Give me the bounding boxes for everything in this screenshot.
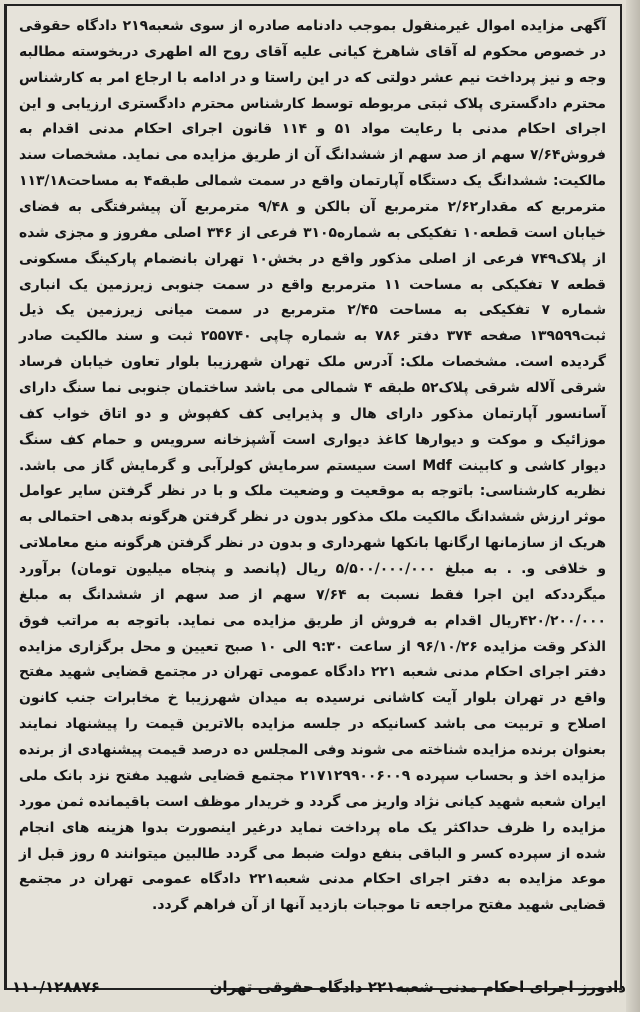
notice-footer — [12, 972, 626, 1002]
page-edge-shadow — [626, 0, 640, 1012]
notice-reference-code: ۱۱۰/۱۲۸۸۷۶ — [12, 978, 100, 996]
signature-line: دادورز اجرای احکام مدنی شعبه۲۲۱ دادگاه حقوقی تهران — [209, 978, 626, 996]
notice-body-text: آگهی مزایده اموال غیرمنقول بموجب دادنامه صادره از سوی شعبه۲۱۹ دادگاه حقوقی در خصوص محکوم له آقای شاهرخ کیانی علیه آقای روح اله اطهری دربخوسته مطالبه وجه و نیز پرداخت نیم عشر دولتی که در این راستا و در ادامه با ارجاع امر به کارشناس محترم دادگستری پلاک ثبتی مربوطه توسط کارشناس محترم دادگستری ارزیابی و این اجرای احکام مدنی با رعایت مواد ۵۱ و ۱۱۴ قانون اجرای احکام مدنی اقدام به فروش۷/۶۴ سهم از صد سهم از ششدانگ آن از طریق مزایده می نماید. مشخصات سند مالکیت: ششدانگ یک دستگاه آپارتمان واقع در سمت شمالی طبقه۴ به مساحت۱۱۳/۱۸ مترمربع که مقدار۲/۶۲ مترمربع آن بالکن و ۹/۴۸ مترمربع آن پیشرفتگی به فضای خیابان است قطعه۱۰ تفکیکی به شماره۳۱۰۵ فرعی از ۳۴۶ اصلی مفروز و مجزی شده از پلاک۷۴۹ فرعی از اصلی مذکور واقع در بخش۱۰ تهران بانضمام پارکینگ مسکونی قطعه ۷ تفکیکی به مساحت ۱۱ مترمربع واقع در سمت جنوبی زیرزمین یک انباری شماره ۷ تفکیکی به مساحت ۲/۴۵ مترمربع در سمت میانی زیرزمین یک ذیل ثبت۱۳۹۵۹۹ صفحه ۳۷۴ دفتر ۷۸۶ به شماره چاپی ۲۵۵۷۴۰ ثبت و سند مالکیت صادر گردیده است. مشخصات ملک: آدرس ملک تهران شهرزیبا بلوار تعاون خیابان فرساد شرقی آلاله شرقی پلاک۵۲ طبقه ۴ شمالی می باشد ساختمان جنوبی نما سنگ دارای آسانسور آپارتمان مذکور دارای هال و پذیرایی کف کفپوش و دو اتاق خواب کف موزائیک و موکت و دیوارها کاغذ دیواری است آشپزخانه سرویس و حمام کف سنگ دیوار کاشی و کابینت Mdf است سیستم سرمایش کولرآبی و گرمایش گاز می باشد. نظریه کارشناسی: باتوجه به موقعیت و وضعیت ملک و با در نظر گرفتن سایر عوامل موثر ارزش ششدانگ مالکیت ملک مذکور بدون در نظر گرفتن هرگونه بدهی احتمالی به هریک از سازمانها ارگانها بانکها شهرداری و بدون در نظر گرفتن هرگونه منع معاملاتی و خلافی و. . به مبلغ ۵/۵۰۰/۰۰۰/۰۰۰ ریال (پانصد و پنجاه میلیون تومان) برآورد میگرددکه این اجرا فقط نسبت به ۷/۶۴ سهم از صد سهم از ششدانگ به مبلغ ۴۲۰/۲۰۰/۰۰۰ریال اقدام به فروش از طریق مزایده می نماید. باتوجه به مراتب فوق الذکر وقت مزایده ۹۶/۱۰/۲۶ از ساعت ۹:۳۰ الی ۱۰ صبح تعیین و محل برگزاری مزایده دفتر اجرای احکام مدنی شعبه ۲۲۱ دادگاه عمومی تهران در مجتمع قضایی شهید مفتح واقع در تهران بلوار آیت کاشانی نرسیده به میدان شهرزیبا خ مخابرات جنب کانون اصلاح و تربیت می باشد کسانیکه در جلسه مزایده بالاترین قیمت را پیشنهاد نمایند بعنوان برنده مزایده شناخته می شوند وفی المجلس ده درصد قیمت پیشنهادی از برنده مزایده اخذ و بحساب سپرده ۲۱۷۱۲۹۹۰۰۶۰۰۹ مجتمع قضایی شهید مفتح نزد بانک ملی ایران شعبه شهید کیانی نژاد واریز می گردد و خریدار موظف است باقیمانده ثمن مورد مزایده را ظرف حداکثر یک ماه پرداخت نماید درغیر اینصورت بدوا هزینه های انجام شده از سپرده کسر و الباقی بنفع دولت ضبط می گردد طالبین میتوانند ۵ روز قبل از موعد مزایده به دفتر اجرای احکام مدنی شعبه۲۲۱ دادگاه عمومی تهران در مجتمع قضایی شهید مفتح مراجعه تا موجبات بازدید آنها از آن فراهم گردد. — [19, 18, 607, 914]
auction-notice-clipping — [4, 4, 622, 990]
